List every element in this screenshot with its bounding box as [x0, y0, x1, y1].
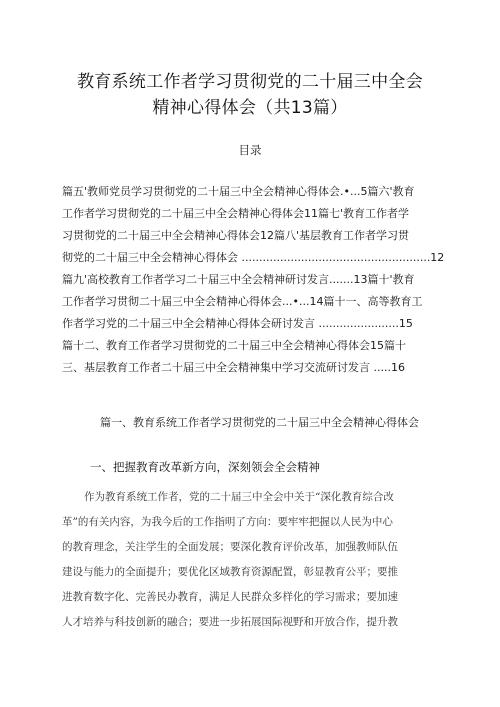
toc-line[interactable]: 篇十二、教育工作者学习贯彻党的二十届三中全会精神心得体会15篇十 — [62, 339, 406, 352]
toc-line[interactable]: 篇九'高校教育工作者学习二十届三中全会精神研讨发言.......13篇十'教育 — [62, 273, 415, 286]
toc-line[interactable]: 三、基层教育工作者二十届三中全会精神集中学习交流研讨发言 .....16 — [62, 361, 405, 374]
toc-heading: 目录 — [238, 143, 262, 157]
document-title-line-1: 教育系统工作者学习贯彻党的二十届三中全会 — [77, 72, 423, 92]
body-line: 人才培养与科技创新的融合；要进一步拓展国际视野和开放合作，提升教 — [62, 616, 398, 628]
toc-line[interactable]: 彻党的二十届三中全会精神心得体会 ......................................................12 — [62, 251, 445, 264]
toc-line[interactable]: 篇五'教师党员学习贯彻党的二十届三中全会精神心得体会.•...5篇六'教育 — [62, 185, 415, 198]
toc-line[interactable]: 作者学习党的二十届三中全会精神心得体会研讨发言 .......................15 — [62, 317, 413, 330]
body-line: 的教育理念，关注学生的全面发展；要深化教育评价改革，加强教师队伍 — [62, 541, 398, 553]
body-line: 作为教育系统工作者，党的二十届三中全会中关于“深化教育综合改 — [84, 491, 394, 503]
document-title-line-2: 精神心得体会（共13篇） — [152, 98, 348, 118]
body-line: 建设与能力的全面提升；要优化区域教育资源配置，彰显教育公平；要推 — [62, 566, 398, 578]
body-line: 革”的有关内容，为我今后的工作指明了方向：要牢牢把握以人民为中心 — [62, 516, 393, 528]
toc-line[interactable]: 工作者学习贯彻党的二十届三中全会精神心得体会11篇七'教育工作者学 — [62, 207, 410, 220]
toc-line[interactable]: 工作者学习贯彻二十届三中全会精神心得体会...•...14篇十一、高等教育工 — [62, 295, 423, 308]
section-heading: 一、把握教育改革新方向，深刻领会全会精神 — [90, 460, 320, 474]
toc-line[interactable]: 习贯彻党的二十届三中全会精神心得体会12篇八'基层教育工作者学习贯 — [62, 229, 410, 242]
body-line: 进教育数字化、完善民办教育，满足人民群众多样化的学习需求；要加速 — [62, 591, 398, 603]
section-title: 篇一、教育系统工作者学习贯彻党的二十届三中全会精神心得体会 — [100, 416, 419, 429]
